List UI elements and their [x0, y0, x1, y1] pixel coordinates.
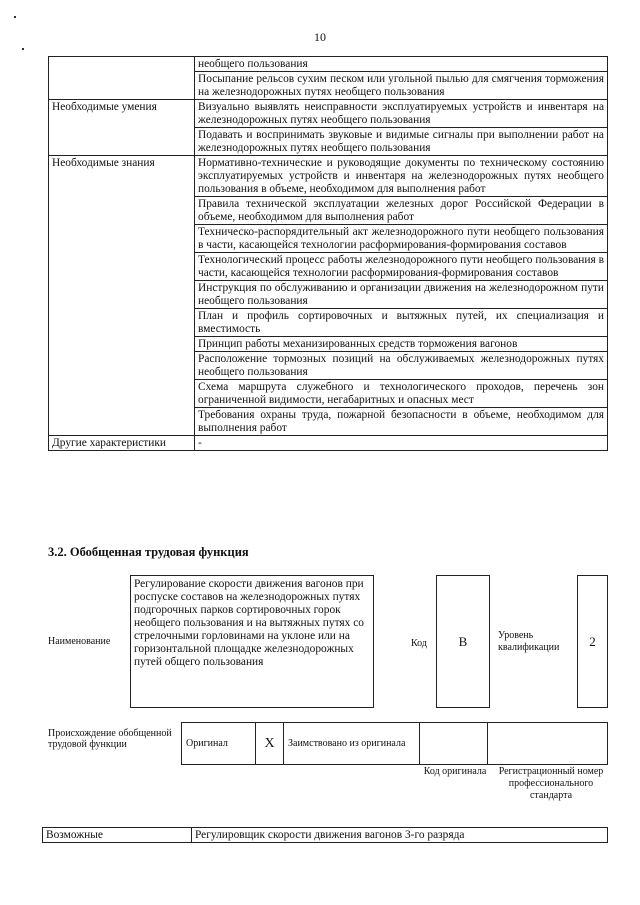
scan-speck [22, 48, 24, 50]
possible-label: Возможные [43, 828, 192, 843]
row-item: Визуально выявлять неисправности эксплуатируемых устройств и инвентаря на железнодорожных путях необщего пользования [195, 100, 608, 128]
row-item: необщего пользования [195, 57, 608, 72]
table-row [49, 436, 608, 451]
registration-number-caption: Регистрационный номер профессионального стандарта [498, 766, 604, 801]
row-label: Необходимые умения [49, 100, 195, 156]
row-item: Посыпание рельсов сухим песком или угольной пылью для смягчения торможения на железнодорожных путях необщего пользования [195, 72, 608, 100]
row-item: Подавать и воспринимать звуковые и видимые сигналы при выполнении работ на железнодорожных путях необщего пользования [195, 128, 608, 156]
qualification-level-box: 2 [577, 575, 608, 708]
original-label: Оригинал [182, 723, 256, 765]
row-item: План и профиль сортировочных и вытяжных путей, их специализация и вместимость [195, 309, 608, 337]
row-label: Другие характеристики [49, 436, 195, 451]
row-item: Технологический процесс работы железнодорожного пути необщего пользования в части, касающейся технологии расформирования-формирования составов [195, 253, 608, 281]
section-heading: 3.2. Обобщенная трудовая функция [48, 545, 249, 559]
table-row [49, 57, 608, 72]
borrowed-label: Заимствовано из оригинала [284, 723, 420, 765]
row-label: Необходимые знания [49, 156, 195, 436]
row-label [49, 57, 195, 100]
origin-table [181, 722, 608, 765]
row-item: Нормативно-технические и руководящие документы по техническому состоянию эксплуатируемых устройств и инвентаря на железнодорожных путях необщего пользования в объеме, необходимом для выполнения работ [195, 156, 608, 197]
row-item: Схема маршрута служебного и технологического проходов, перечень зон ограниченной видимости, негабаритных и опасных мест [195, 380, 608, 408]
row-item: Требования охраны труда, пожарной безопасности в объеме, необходимом для выполнения работ [195, 408, 608, 436]
original-code-caption: Код оригинала [423, 766, 487, 777]
page-number: 10 [314, 30, 326, 44]
function-name-box: Регулирование скорости движения вагонов при роспуске составов на железнодорожных путях подгорочных парков сортировочных горок необщего пользования и на вытяжных путях со стрелочными горловинами на уклоне или на горизонтальной площадке железнодорожных путей общего пользования [130, 575, 374, 708]
row-item: Инструкция по обслуживанию и организации движения на железнодорожном пути необщего пользования [195, 281, 608, 309]
original-code-cell [420, 723, 488, 765]
possible-names-table [42, 827, 608, 843]
row-item: Техническо-распорядительный акт железнодорожного пути необщего пользования в части, касающейся технологии расформирования-формирования составов [195, 225, 608, 253]
origin-label: Происхождение обобщенной трудовой функции [48, 728, 172, 750]
registration-number-cell [488, 723, 608, 765]
possible-value: Регулировщик скорости движения вагонов 3-го разряда [192, 828, 608, 843]
row-item: - [195, 436, 608, 451]
qualification-level-label: Уровень квалификации [498, 630, 560, 653]
table-row [49, 100, 608, 128]
row-item: Принцип работы механизированных средств торможения вагонов [195, 337, 608, 352]
original-mark: X [256, 723, 284, 765]
code-value-box: B [436, 575, 490, 708]
scan-speck [14, 16, 16, 18]
row-item: Правила технической эксплуатации железных дорог Российской Федерации в объеме, необходимом для выполнения работ [195, 197, 608, 225]
skills-knowledge-table [48, 56, 608, 451]
row-item: Расположение тормозных позиций на обслуживаемых железнодорожных путях необщего пользования [195, 352, 608, 380]
name-label: Наименование [48, 636, 111, 647]
table-row [49, 156, 608, 197]
code-label: Код [411, 638, 427, 649]
